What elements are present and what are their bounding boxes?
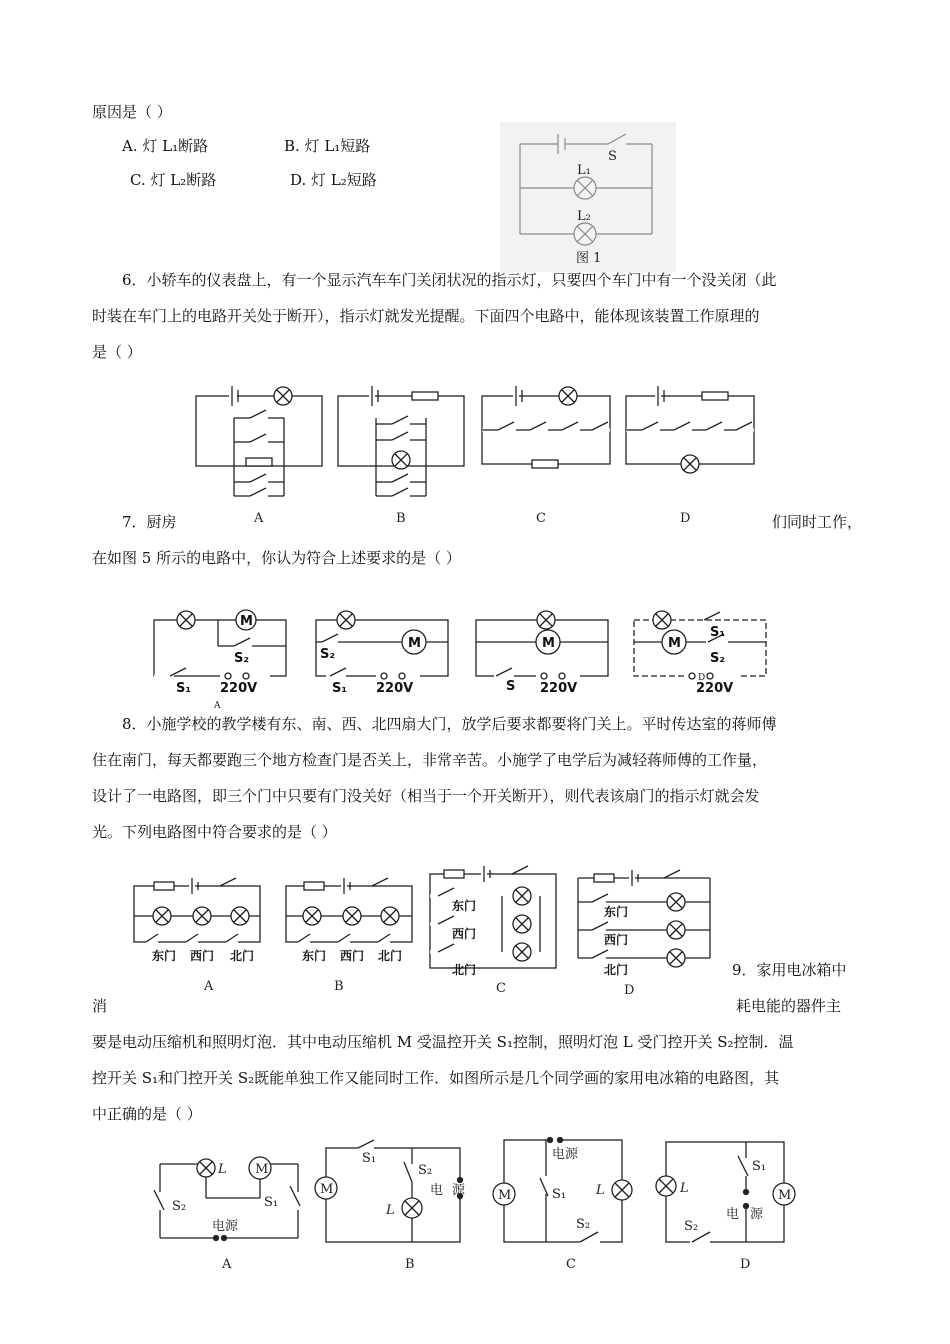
q7-line1-start: 7．厨房: [122, 513, 177, 531]
q9-circuit-d: [656, 1142, 795, 1242]
q9-d-power-1: 电: [726, 1207, 740, 1222]
q7-line2: 在如图 5 所示的电路中，你认为符合上述要求的是（ ）: [92, 549, 461, 567]
q8-label-a: A: [204, 979, 214, 994]
q6-line1: 6．小轿车的仪表盘上，有一个显示汽车车门关闭状况的指示灯，只要四个车门中有一个没关闭（此: [122, 271, 777, 289]
q7-d-s1: S₁: [710, 625, 726, 640]
q7-label-d: D: [698, 673, 706, 683]
q9-d-s2: S₂: [684, 1219, 699, 1234]
q6-label-b: B: [396, 511, 406, 526]
q6-line3: 是（ ）: [92, 343, 142, 361]
q5-option-d: D. 灯 L₂短路: [290, 171, 377, 189]
q5-option-b: B. 灯 L₁短路: [284, 137, 371, 155]
q9-c-lamp: L: [596, 1183, 605, 1198]
q6-circuit-b: [338, 386, 464, 496]
q8-d-door-west: 西门: [604, 933, 629, 947]
q8-c-door-north: 北门: [452, 963, 477, 977]
q9-line3: 要是电动压缩机和照明灯泡．其中电动压缩机 M 受温控开关 S₁控制，照明灯泡 L 受门控开关 S₂控制．温: [92, 1033, 794, 1051]
q7-c-s: S: [506, 679, 516, 694]
q9-label-a: A: [222, 1257, 232, 1272]
q7-circuits-figure: [150, 600, 780, 712]
q9-label-b: B: [405, 1257, 415, 1272]
q8-label-c: C: [496, 981, 506, 996]
q9-c-s1: S₁: [552, 1187, 567, 1202]
q9-d-motor: M: [778, 1188, 792, 1203]
q7-b-s1: S₁: [332, 681, 348, 696]
q8-circuit-a: [134, 878, 260, 942]
q8-b-door-north: 北门: [378, 949, 403, 963]
q7-circuit-d: [634, 611, 766, 679]
q8-circuit-b: [286, 878, 412, 942]
q6-label-c: C: [536, 511, 546, 526]
q7-c-motor: M: [542, 636, 555, 651]
q5-circuit-figure: [500, 122, 676, 272]
q8-d-door-north: 北门: [604, 963, 629, 977]
q8-c-door-east: 东门: [452, 899, 477, 913]
q5-stem-end: 原因是（ ）: [92, 103, 172, 121]
q9-b-s1: S₁: [362, 1151, 377, 1166]
q8-a-door-north: 北门: [230, 949, 255, 963]
q7-b-motor: M: [408, 636, 421, 651]
q5-switch-label: S: [608, 149, 617, 164]
q9-a-lamp: L: [218, 1162, 227, 1177]
q8-line1: 8．小施学校的教学楼有东、南、西、北四扇大门，放学后要求都要将门关上。平时传达室的蒋师傅: [122, 715, 777, 733]
q6-circuit-a: [196, 386, 322, 496]
q8-b-door-west: 西门: [340, 949, 365, 963]
q9-a-motor: M: [255, 1162, 269, 1177]
q9-b-lamp: L: [386, 1203, 395, 1218]
q8-line2: 住在南门，每天都要跑三个地方检查门是否关上，非常辛苦。小施学了电学后为减轻蒋师傅的工作量，: [92, 751, 768, 769]
q9-d-power-2: 源: [750, 1207, 764, 1222]
q7-b-voltage: 220V: [376, 681, 414, 696]
q6-line2: 时装在车门上的电路开关处于断开），指示灯就发光提醒。下面四个电路中，能体现该装置工作原理的: [92, 307, 760, 325]
q8-circuits-figure: [128, 860, 728, 1000]
q7-a-voltage: 220V: [220, 681, 258, 696]
q8-a-door-west: 西门: [190, 949, 215, 963]
q8-a-door-east: 东门: [152, 949, 177, 963]
q9-c-s2: S₂: [576, 1217, 591, 1232]
q7-d-motor: M: [668, 636, 681, 651]
q9-label-d: D: [740, 1257, 751, 1272]
q7-a-motor: M: [240, 614, 253, 629]
q8-line3: 设计了一电路图，即三个门中只要有门没关好（相当于一个开关断开），则代表该扇门的指示灯就会发: [92, 787, 760, 805]
q9-line4: 控开关 S₁和门控开关 S₂既能单独工作又能同时工作．如图所示是几个同学画的家用电冰箱的电路图，其: [92, 1069, 780, 1087]
q9-line2-start: 消: [92, 997, 108, 1015]
q8-b-door-east: 东门: [302, 949, 327, 963]
q8-d-door-east: 东门: [604, 905, 629, 919]
q9-line-start: 9．家用电冰箱中: [732, 961, 847, 979]
q7-b-s2: S₂: [320, 647, 336, 662]
q7-label-a: A: [214, 701, 221, 711]
q9-b-motor: M: [320, 1182, 334, 1197]
q6-label-d: D: [680, 511, 691, 526]
q9-b-power-1: 电: [430, 1183, 444, 1198]
q7-circuit-b: [316, 611, 448, 679]
q9-d-lamp: L: [680, 1181, 689, 1196]
q8-circuit-c: [430, 866, 556, 968]
q5-lamp2-label: L₂: [577, 209, 591, 224]
q7-d-s2: S₂: [710, 651, 726, 666]
q7-a-s1: S₁: [176, 681, 192, 696]
q9-label-c: C: [566, 1257, 576, 1272]
q7-d-voltage: 220V: [696, 681, 734, 696]
q5-figure-caption: 图 1: [576, 251, 602, 266]
q8-c-door-west: 西门: [452, 927, 477, 941]
q6-label-a: A: [254, 511, 264, 526]
q9-b-s2: S₂: [418, 1163, 433, 1178]
q6-circuit-d: [626, 386, 754, 473]
q9-a-power: 电源: [212, 1219, 239, 1234]
q7-a-s2: S₂: [234, 651, 250, 666]
q9-d-s1: S₁: [752, 1159, 767, 1174]
q8-line4: 光。下列电路图中符合要求的是（ ）: [92, 823, 337, 841]
q7-c-voltage: 220V: [540, 681, 578, 696]
q9-c-power: 电源: [552, 1147, 579, 1162]
q5-option-a: A. 灯 L₁断路: [122, 137, 209, 155]
q9-line5: 中正确的是（ ）: [92, 1105, 202, 1123]
q5-option-c: C. 灯 L₂断路: [130, 171, 217, 189]
q8-label-d: D: [624, 983, 635, 998]
q5-lamp1-label: L₁: [577, 163, 591, 178]
q6-circuits-figure: [180, 378, 780, 528]
q7-line1-end: 们同时工作，: [772, 513, 863, 531]
q9-a-s2: S₂: [172, 1199, 187, 1214]
q7-circuit-a: [154, 610, 286, 679]
q9-circuits-figure: [150, 1134, 830, 1280]
q9-c-motor: M: [498, 1188, 512, 1203]
q9-a-s1: S₁: [264, 1195, 279, 1210]
q6-circuit-c: [482, 386, 610, 468]
q8-label-b: B: [334, 979, 344, 994]
q9-b-power-2: 源: [452, 1183, 466, 1198]
q9-line2-end: 耗电能的器件主: [736, 997, 842, 1015]
q8-circuit-d: [578, 870, 710, 967]
